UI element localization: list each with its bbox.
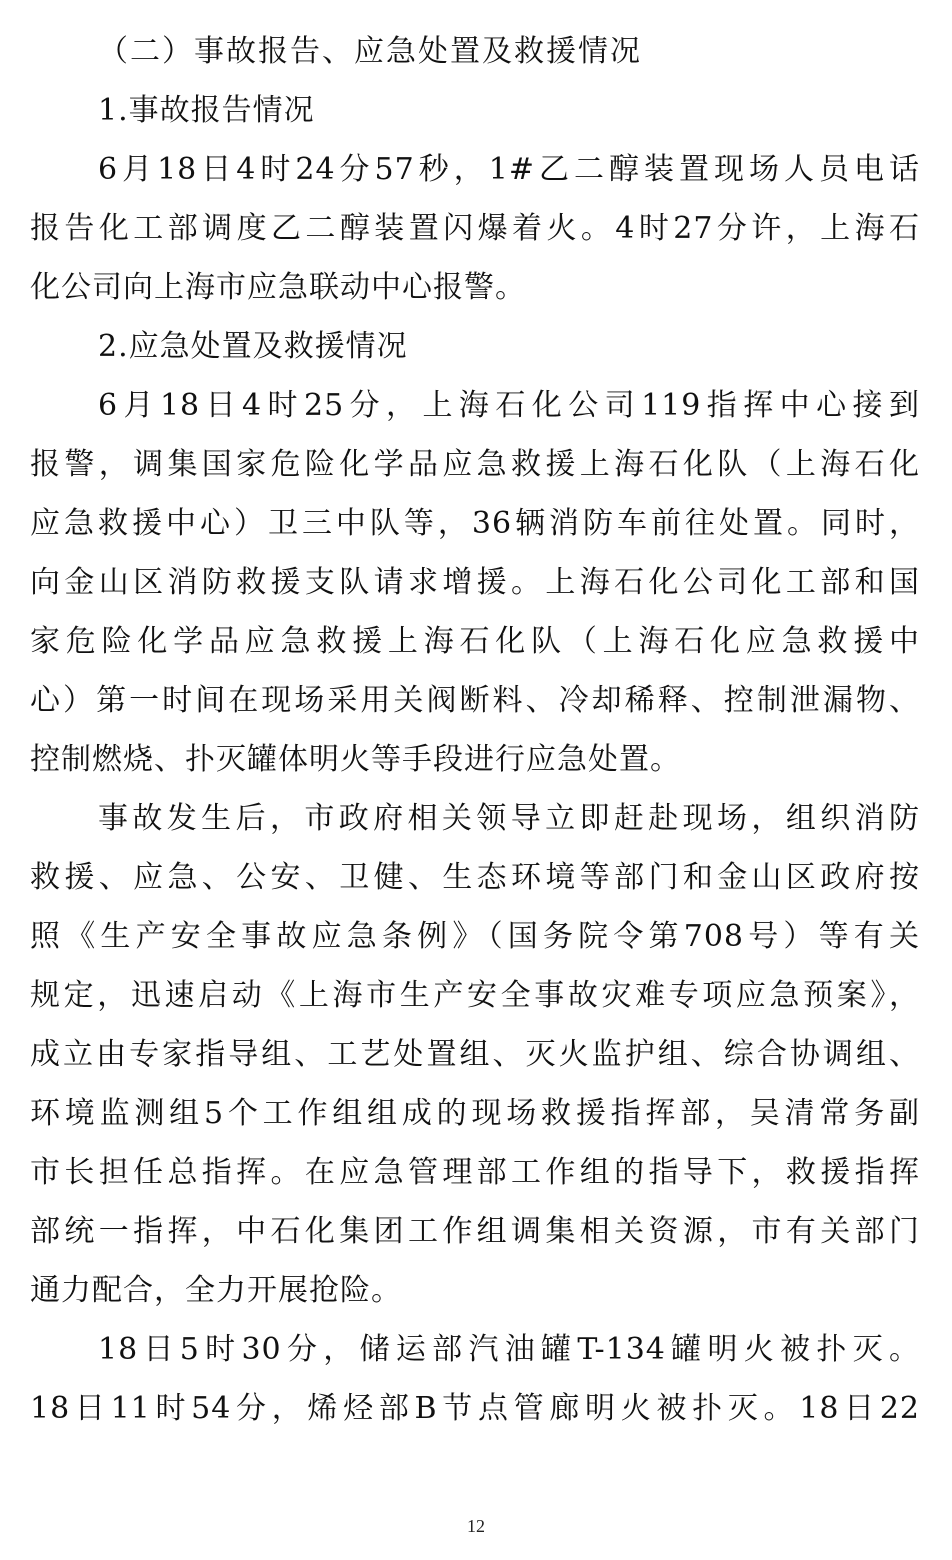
paragraph-line: 市长担任总指挥。在应急管理部工作组的指导下，救援指挥 [30, 1155, 920, 1190]
paragraph-line: 事故发生后，市政府相关领导立即赶赴现场，组织消防 [98, 801, 920, 836]
paragraph-line: 化公司向上海市应急联动中心报警。 [30, 270, 526, 305]
paragraph-line: 6月18日4时24分57秒，1#乙二醇装置现场人员电话 [98, 152, 920, 187]
paragraph-line: 18日11时54分，烯烃部B节点管廊明火被扑灭。18日22 [30, 1391, 920, 1426]
paragraph-line: 18日5时30分，储运部汽油罐T-134罐明火被扑灭。 [98, 1332, 920, 1367]
paragraph-line: 部统一指挥，中石化集团工作组调集相关资源，市有关部门 [30, 1214, 920, 1249]
page-number: 12 [467, 1516, 485, 1536]
paragraph-line: 报警，调集国家危险化学品应急救援上海石化队（上海石化 [30, 447, 920, 482]
paragraph-line: 成立由专家指导组、工艺处置组、灭火监护组、综合协调组、 [30, 1037, 920, 1072]
paragraph-line: 通力配合，全力开展抢险。 [30, 1273, 402, 1308]
document-body [30, 22, 920, 1438]
subsection-heading-report: 1.事故报告情况 [98, 93, 315, 128]
paragraph-line: 6月18日4时25分，上海石化公司119指挥中心接到 [98, 388, 920, 423]
section-heading: （二）事故报告、应急处置及救援情况 [98, 34, 642, 69]
paragraph-line: 规定，迅速启动《上海市生产安全事故灾难专项应急预案》， [30, 978, 920, 1013]
paragraph-line: 向金山区消防救援支队请求增援。上海石化公司化工部和国 [30, 565, 920, 600]
subsection-heading-response: 2.应急处置及救援情况 [98, 329, 408, 364]
paragraph-line: 照《生产安全事故应急条例》（国务院令第708号）等有关 [30, 919, 920, 954]
paragraph-line: 报告化工部调度乙二醇装置闪爆着火。4时27分许，上海石 [30, 211, 920, 246]
paragraph-line: 心）第一时间在现场采用关阀断料、冷却稀释、控制泄漏物、 [30, 683, 920, 718]
paragraph-line: 环境监测组5个工作组组成的现场救援指挥部，吴清常务副 [30, 1096, 920, 1131]
paragraph-line: 应急救援中心）卫三中队等，36辆消防车前往处置。同时， [30, 506, 920, 541]
paragraph-line: 家危险化学品应急救援上海石化队（上海石化应急救援中 [30, 624, 920, 659]
paragraph-line: 控制燃烧、扑灭罐体明火等手段进行应急处置。 [30, 742, 681, 777]
paragraph-line: 救援、应急、公安、卫健、生态环境等部门和金山区政府按 [30, 860, 920, 895]
